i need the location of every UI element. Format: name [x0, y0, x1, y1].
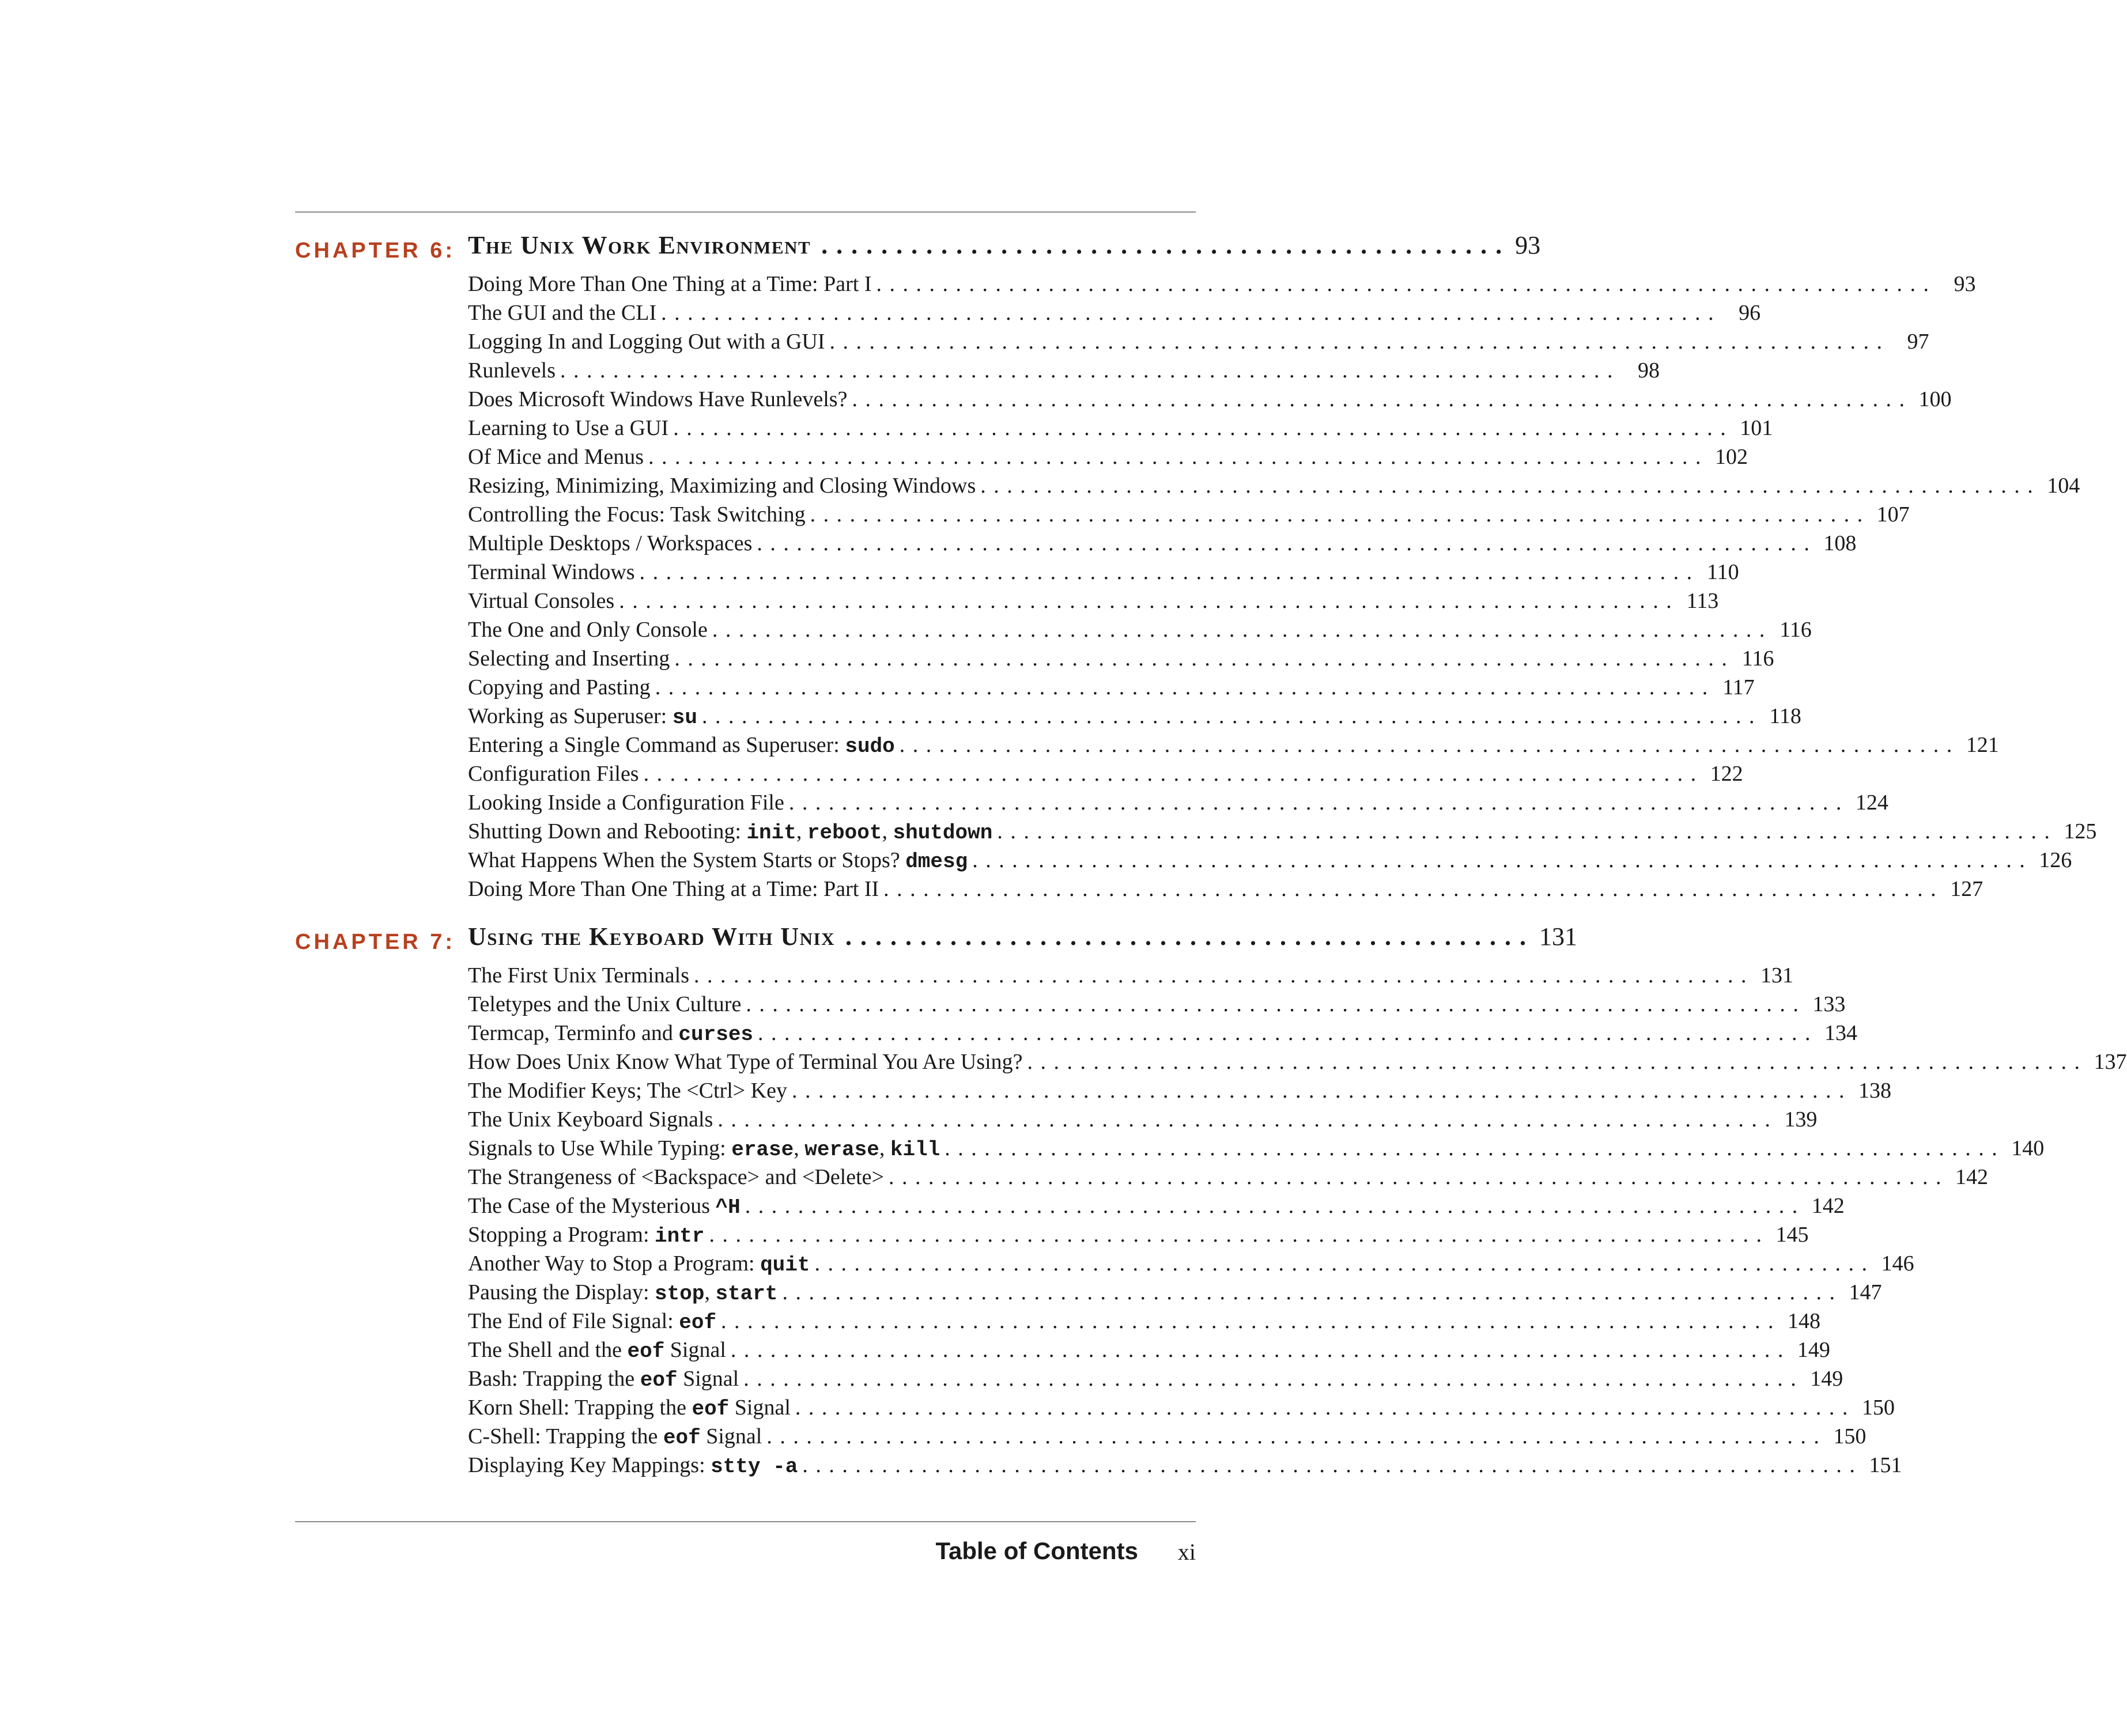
- toc-entry-title: [468, 1364, 739, 1395]
- entry-text: Signals to Use While Typing:: [468, 1136, 732, 1160]
- chapter-title[interactable]: The Unix Work Environment: [468, 231, 811, 259]
- entry-text: Of Mice and Menus: [468, 445, 644, 469]
- command-name: quit: [760, 1253, 810, 1277]
- toc-entry-title: [468, 615, 708, 644]
- toc-entry[interactable]: [468, 1451, 1902, 1480]
- toc-entry-title: [468, 356, 556, 385]
- command-name: kill: [890, 1138, 940, 1162]
- dot-leader: ..............................................: [821, 231, 1511, 259]
- entry-text: Virtual Consoles: [468, 589, 615, 613]
- dot-leader: ................................................................................: [721, 1309, 1782, 1333]
- dot-leader: ................................................................................: [619, 589, 1680, 613]
- toc-page-number: 150: [1833, 1424, 1867, 1448]
- top-rule: [295, 211, 1196, 213]
- toc-entry[interactable]: [468, 529, 1857, 558]
- dot-leader: ................................................................................: [648, 445, 1709, 469]
- entry-text: Entering a Single Command as Superuser:: [468, 733, 845, 757]
- entry-text: The Modifier Keys; The <Ctrl> Key: [468, 1079, 787, 1103]
- toc-entry-list: [295, 961, 2127, 1480]
- toc-page-number: 98: [1637, 358, 1660, 383]
- toc-page-number: 142: [1811, 1194, 1845, 1218]
- toc-entry-title: [468, 875, 879, 903]
- command-name: reboot: [807, 821, 882, 845]
- command-name: stop: [655, 1282, 705, 1306]
- entry-text: Signal: [729, 1395, 791, 1420]
- entry-text: Teletypes and the Unix Culture: [468, 992, 742, 1016]
- entry-text: Copying and Pasting: [468, 675, 651, 699]
- entry-text: Bash: Trapping the: [468, 1367, 640, 1391]
- entry-text: Multiple Desktops / Workspaces: [468, 531, 753, 555]
- toc-entry-title: [468, 702, 697, 732]
- entry-text: Signal: [664, 1338, 726, 1362]
- command-name: su: [672, 706, 697, 729]
- toc-page-number: 131: [1760, 963, 1793, 988]
- toc-page-number: 122: [1710, 762, 1743, 786]
- toc-entry[interactable]: [468, 961, 1793, 990]
- toc-entry-title: [468, 414, 668, 442]
- toc-page-number: 151: [1869, 1453, 1902, 1477]
- dot-leader: ................................................................................: [673, 416, 1734, 440]
- toc-entry[interactable]: [468, 327, 1929, 356]
- toc-page-number: 102: [1714, 445, 1748, 469]
- toc-entry-title: [468, 1163, 884, 1192]
- bottom-rule: [295, 1521, 1196, 1522]
- toc-entry-title: [468, 587, 614, 615]
- toc-entry-title: [468, 1451, 798, 1481]
- toc-entry[interactable]: [468, 1278, 1882, 1307]
- toc-entry-title: [468, 817, 992, 848]
- toc-entry[interactable]: [468, 356, 1660, 385]
- toc-entry-title: [468, 1307, 716, 1337]
- toc-page-number: 126: [2039, 848, 2072, 872]
- entry-text: Learning to Use a GUI: [468, 416, 669, 440]
- entry-text: ,: [794, 1136, 805, 1160]
- toc-page-number: 118: [1769, 704, 1801, 728]
- dot-leader: ................................................................................: [852, 387, 1913, 411]
- dot-leader: ................................................................................: [814, 1251, 1875, 1276]
- entry-text: Another Way to Stop a Program:: [468, 1251, 761, 1276]
- dot-leader: ................................................................................: [810, 502, 1871, 527]
- toc-entry-title: [468, 500, 806, 529]
- toc-page-number: 101: [1740, 416, 1773, 440]
- toc-page-number: 139: [1784, 1107, 1818, 1132]
- entry-text: Displaying Key Mappings:: [468, 1453, 711, 1477]
- toc-page-number: 138: [1858, 1079, 1891, 1103]
- dot-leader: ..............................................: [845, 922, 1535, 951]
- dot-leader: ................................................................................: [899, 733, 1960, 757]
- toc-entry[interactable]: [468, 644, 1774, 673]
- toc-page-number: 124: [1855, 791, 1888, 815]
- entry-text: The End of File Signal:: [468, 1309, 679, 1333]
- toc-entry[interactable]: [468, 1393, 1895, 1422]
- command-name: eof: [627, 1340, 665, 1363]
- toc-entry[interactable]: [468, 817, 2097, 846]
- dot-leader: ................................................................................: [701, 704, 1762, 728]
- entry-text: Korn Shell: Trapping the: [468, 1395, 692, 1420]
- dot-leader: ................................................................................: [709, 1223, 1770, 1247]
- entry-text: The Shell and the: [468, 1338, 628, 1362]
- toc-entry-title: [468, 1278, 778, 1308]
- toc-entry[interactable]: [468, 1019, 1858, 1047]
- dot-leader: ................................................................................: [1027, 1050, 2088, 1074]
- toc-page-number: 133: [1812, 992, 1846, 1016]
- entry-text: ,: [704, 1280, 716, 1304]
- entry-text: ,: [796, 819, 807, 844]
- toc-entry-title: [468, 529, 752, 558]
- toc-page-number: 96: [1739, 301, 1761, 325]
- dot-leader: ................................................................................: [674, 646, 1735, 671]
- entry-text: The Strangeness of <Backspace> and <Delete>: [468, 1165, 884, 1189]
- toc-page-number: 93: [1954, 272, 1976, 296]
- dot-leader: ................................................................................: [743, 1367, 1804, 1391]
- entry-text: Stopping a Program:: [468, 1223, 655, 1247]
- toc-entry-title: [468, 1393, 791, 1424]
- entry-text: Shutting Down and Rebooting:: [468, 819, 747, 844]
- toc-entry[interactable]: [468, 788, 1888, 817]
- dot-leader: ................................................................................: [730, 1338, 1791, 1362]
- toc-page-number: 146: [1881, 1251, 1914, 1276]
- entry-text: Signal: [677, 1367, 739, 1391]
- toc-entry-title: [468, 1249, 810, 1280]
- toc-page-number: 134: [1824, 1021, 1858, 1045]
- toc-page-number: 107: [1876, 502, 1910, 527]
- dot-leader: ................................................................................: [655, 675, 1716, 699]
- command-name: sudo: [845, 735, 895, 758]
- toc-entry-title: [468, 1047, 1023, 1076]
- toc-entry-title: [468, 1192, 741, 1222]
- command-name: start: [715, 1282, 778, 1306]
- entry-text: Doing More Than One Thing at a Time: Part I: [468, 272, 872, 296]
- toc-page-number: 97: [1907, 330, 1929, 354]
- dot-leader: ................................................................................: [792, 1079, 1852, 1103]
- toc-page-number: 140: [2011, 1136, 2045, 1160]
- command-name: erase: [731, 1138, 794, 1162]
- toc-page-number: 149: [1797, 1338, 1830, 1362]
- command-name: stty -a: [711, 1455, 798, 1478]
- entry-text: Runlevels: [468, 358, 556, 383]
- entry-text: Selecting and Inserting: [468, 646, 670, 671]
- command-name: curses: [678, 1023, 754, 1046]
- toc-page-number: 121: [1966, 733, 1999, 757]
- toc-page-number: 137: [2094, 1050, 2127, 1074]
- toc-page-number: 150: [1861, 1395, 1895, 1420]
- entry-text: C-Shell: Trapping the: [468, 1424, 663, 1448]
- toc-entry[interactable]: [468, 1249, 1914, 1278]
- toc-entry[interactable]: [468, 1105, 1818, 1134]
- toc-page-number: 116: [1780, 618, 1812, 642]
- toc-page-number: 100: [1918, 387, 1952, 411]
- command-name: dmesg: [905, 850, 968, 873]
- entry-text: The GUI and the CLI: [468, 301, 657, 325]
- toc-entry[interactable]: [468, 1163, 1988, 1192]
- entry-text: Pausing the Display:: [468, 1280, 655, 1304]
- command-name: werase: [804, 1138, 879, 1162]
- chapter-title[interactable]: Using the Keyboard With Unix: [468, 922, 835, 951]
- toc-entry-title: [468, 846, 968, 876]
- toc-entry[interactable]: [468, 990, 1846, 1019]
- command-name: init: [746, 821, 796, 845]
- dot-leader: ................................................................................: [712, 618, 1773, 642]
- command-name: eof: [663, 1426, 701, 1450]
- toc-entry-title: [468, 644, 670, 673]
- footer-page-number: xi: [1177, 1539, 1196, 1565]
- toc-page-number: 104: [2047, 474, 2080, 498]
- command-name: eof: [640, 1368, 678, 1392]
- chapter-heading: [295, 922, 1577, 961]
- command-name: intr: [655, 1224, 705, 1248]
- toc-entry[interactable]: [468, 442, 1748, 471]
- chapter-7: [295, 922, 2127, 1480]
- entry-text: Resizing, Minimizing, Maximizing and Closing Windows: [468, 474, 976, 498]
- dot-leader: ................................................................................: [980, 474, 2041, 498]
- toc-entry[interactable]: [468, 414, 1773, 442]
- dot-leader: ................................................................................: [639, 560, 1700, 584]
- chapter-heading: [295, 230, 1541, 270]
- toc-page-number: 148: [1788, 1309, 1821, 1333]
- toc-entry[interactable]: [468, 298, 1761, 327]
- toc-entry[interactable]: [468, 587, 1719, 615]
- toc-entry-title: [468, 673, 651, 702]
- toc-entry[interactable]: [468, 759, 1743, 788]
- dot-leader: ................................................................................: [888, 1165, 1949, 1189]
- entry-text: Configuration Files: [468, 762, 639, 786]
- chapter-label: CHAPTER 6:: [295, 239, 456, 263]
- toc-entry-title: [468, 1422, 762, 1453]
- toc-page-number: 145: [1775, 1223, 1809, 1247]
- toc-entry[interactable]: [468, 875, 1984, 903]
- page-footer: [295, 1537, 1196, 1572]
- entry-text: Termcap, Terminfo and: [468, 1021, 679, 1045]
- toc-entry-title: [468, 385, 847, 414]
- toc-entry-title: [468, 990, 741, 1019]
- dot-leader: ................................................................................: [945, 1136, 2005, 1160]
- toc-entry[interactable]: [468, 1422, 1867, 1451]
- dot-leader: ................................................................................: [746, 992, 1807, 1016]
- entry-text: The Unix Keyboard Signals: [468, 1107, 713, 1132]
- toc-entry[interactable]: [468, 1307, 1821, 1336]
- toc-entry[interactable]: [468, 500, 1910, 529]
- entry-text: Signal: [700, 1424, 762, 1448]
- dot-leader: ................................................................................: [788, 791, 1849, 815]
- toc-entry-title: [468, 471, 976, 500]
- entry-text: Looking Inside a Configuration File: [468, 791, 784, 815]
- dot-leader: ................................................................................: [766, 1424, 1827, 1448]
- toc-entry[interactable]: [468, 471, 2080, 500]
- chapter-page-number: 131: [1539, 922, 1577, 951]
- toc-entry-title: [468, 442, 644, 471]
- toc-entry[interactable]: [468, 558, 1739, 587]
- dot-leader: ................................................................................: [745, 1194, 1805, 1218]
- dot-leader: ................................................................................: [717, 1107, 1778, 1132]
- dot-leader: ................................................................................: [802, 1453, 1863, 1477]
- dot-leader: ................................................................................: [972, 848, 2033, 872]
- dot-leader: ................................................................................: [560, 358, 1620, 383]
- dot-leader: ................................................................................: [643, 762, 1704, 786]
- entry-text: How Does Unix Know What Type of Terminal You Are Using?: [468, 1050, 1023, 1074]
- toc-entry-title: [468, 1076, 787, 1105]
- toc-entry[interactable]: [468, 1364, 1843, 1393]
- toc-entry-title: [468, 1220, 704, 1251]
- toc-entry[interactable]: [468, 846, 2072, 875]
- entry-text: Terminal Windows: [468, 560, 635, 584]
- dot-leader: ................................................................................: [757, 531, 1818, 555]
- toc-entry-list: [295, 270, 2097, 903]
- toc-entry-title: [468, 1134, 940, 1164]
- entry-text: The One and Only Console: [468, 618, 708, 642]
- dot-leader: ................................................................................: [782, 1280, 1843, 1304]
- entry-text: Working as Superuser:: [468, 704, 673, 728]
- toc-page-number: 147: [1849, 1280, 1882, 1304]
- toc-entry-title: [468, 1336, 726, 1366]
- entry-text: The First Unix Terminals: [468, 963, 689, 988]
- toc-page-number: 127: [1950, 877, 1984, 901]
- toc-entry-title: [468, 961, 689, 990]
- toc-entry[interactable]: [468, 673, 1755, 702]
- dot-leader: ................................................................................: [997, 819, 2058, 844]
- toc-entry[interactable]: [468, 702, 1801, 731]
- toc-entry-title: [468, 270, 871, 298]
- entry-text: Controlling the Focus: Task Switching: [468, 502, 806, 527]
- entry-text: ,: [882, 819, 893, 844]
- toc-entry[interactable]: [468, 731, 1999, 759]
- dot-leader: ................................................................................: [661, 301, 1722, 325]
- entry-text: ,: [879, 1136, 890, 1160]
- toc-entry-title: [468, 327, 825, 356]
- toc-entry-title: [468, 759, 639, 788]
- toc-entry[interactable]: [468, 270, 1976, 298]
- toc-page-number: 110: [1706, 560, 1739, 584]
- toc-entry[interactable]: [468, 615, 1812, 644]
- dot-leader: ................................................................................: [795, 1395, 1856, 1420]
- entry-text: Does Microsoft Windows Have Runlevels?: [468, 387, 848, 411]
- toc-page-number: 142: [1955, 1165, 1988, 1189]
- chapter-label: CHAPTER 7:: [295, 930, 456, 954]
- command-name: eof: [679, 1311, 717, 1334]
- toc-page-number: 116: [1741, 646, 1774, 671]
- toc-entry-title: [468, 558, 635, 587]
- entry-text: Logging In and Logging Out with a GUI: [468, 330, 825, 354]
- toc-entry[interactable]: [468, 1192, 1845, 1220]
- toc-entry-title: [468, 298, 656, 327]
- dot-leader: ................................................................................: [829, 330, 1890, 354]
- toc-entry[interactable]: [468, 1220, 1809, 1249]
- dot-leader: ................................................................................: [876, 272, 1937, 296]
- dot-leader: ................................................................................: [758, 1021, 1819, 1045]
- toc-page-number: 113: [1686, 589, 1719, 613]
- footer-section-title: Table of Contents: [935, 1537, 1138, 1564]
- toc-page-number: 125: [2064, 819, 2097, 844]
- toc-page-number: 117: [1722, 675, 1755, 699]
- dot-leader: ................................................................................: [694, 963, 1754, 988]
- entry-text: Doing More Than One Thing at a Time: Part II: [468, 877, 879, 901]
- toc-page-number: 149: [1810, 1367, 1843, 1391]
- toc-entry[interactable]: [468, 1134, 2045, 1163]
- toc-entry[interactable]: [468, 1076, 1891, 1105]
- toc-entry[interactable]: [468, 1336, 1830, 1364]
- toc-entry-title: [468, 1019, 753, 1049]
- command-name: ^H: [715, 1196, 741, 1219]
- toc-entry-title: [468, 731, 895, 761]
- toc-entry-title: [468, 788, 784, 817]
- chapter-page-number: 93: [1515, 231, 1541, 259]
- toc-page-number: 108: [1823, 531, 1857, 555]
- command-name: eof: [692, 1397, 730, 1421]
- chapter-6: [295, 230, 2097, 903]
- entry-text: What Happens When the System Starts or Stops?: [468, 848, 906, 872]
- toc-entry[interactable]: [468, 1047, 2127, 1076]
- toc-entry[interactable]: [468, 385, 1952, 414]
- toc-entry-title: [468, 1105, 713, 1134]
- command-name: shutdown: [893, 821, 993, 845]
- entry-text: The Case of the Mysterious: [468, 1194, 716, 1218]
- dot-leader: ................................................................................: [883, 877, 1944, 901]
